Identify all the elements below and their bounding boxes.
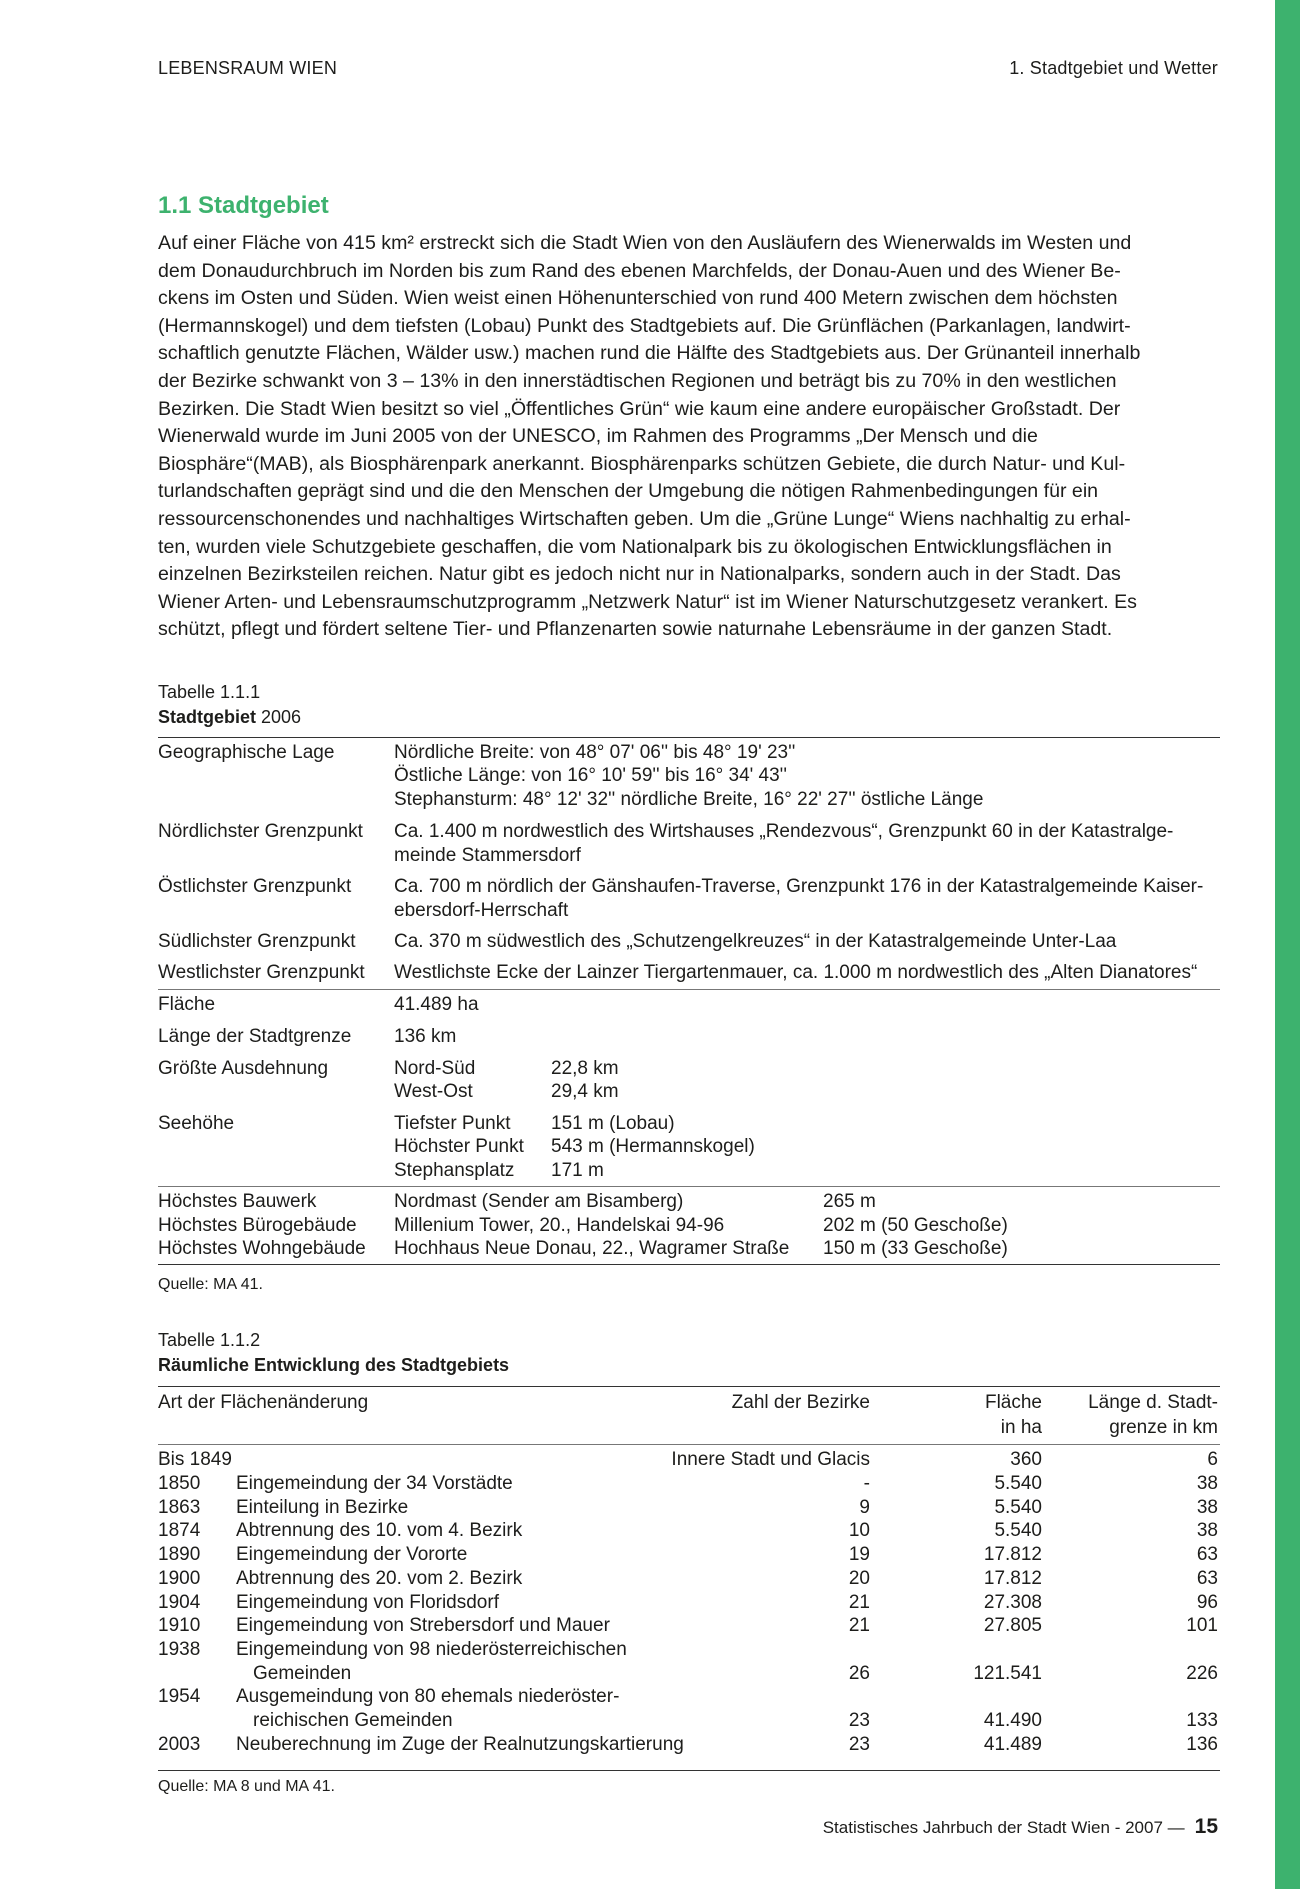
row-laenge: 63 — [1196, 1567, 1218, 1589]
row-flaeche: 5.540 — [994, 1496, 1042, 1518]
elevation-point: Stephansplatz — [394, 1160, 515, 1181]
elevation-value: 543 m (Hermannskogel) — [551, 1136, 755, 1157]
intro-line: einzelnen Bezirksteilen reichen. Natur gibt es jedoch nicht nur in Nationalparks, sondern auch in der Stadt. Das — [158, 563, 1121, 586]
row-description: Neuberechnung im Zuge der Realnutzungskartierung — [236, 1733, 684, 1755]
first-row-period: Bis 1849 — [158, 1449, 232, 1470]
col-header-flaeche: Fläche — [984, 1392, 1042, 1413]
tallest-building: Nordmast (Sender am Bisamberg) — [394, 1191, 684, 1212]
row-year: 1900 — [158, 1567, 201, 1589]
row-description-cont: reichischen Gemeinden — [253, 1710, 453, 1731]
footer-dash: — — [1167, 1818, 1185, 1837]
row-laenge: 38 — [1196, 1496, 1218, 1518]
border-length-value: 136 km — [394, 1026, 457, 1047]
table2-title-bold: Räumliche Entwicklung des Stadtgebiets — [158, 1355, 510, 1375]
table2-label: Tabelle 1.1.2 — [158, 1330, 261, 1350]
row-flaeche: 27.805 — [983, 1615, 1042, 1637]
geo-line: Nördliche Breite: von 48° 07' 06'' bis 48° 19' 23'' — [394, 742, 796, 763]
extent-direction: Nord-Süd — [394, 1058, 476, 1079]
east-line: ebersdorf-Herrschaft — [394, 900, 569, 921]
first-row-area-name: Innere Stadt und Glacis — [671, 1449, 870, 1470]
south-text: Ca. 370 m südwestlich des „Schutzengelkreuzes“ in der Katastralgemeinde Unter-Laa — [394, 931, 1117, 952]
table2-title — [158, 1354, 509, 1377]
row-year: 1874 — [158, 1520, 201, 1542]
row-bezirke: 19 — [848, 1544, 870, 1566]
intro-paragraph — [158, 230, 1218, 644]
row-flaeche: 41.490 — [983, 1710, 1042, 1731]
intro-line: schaftlich genutzte Flächen, Wälder usw.) machen rund die Hälfte des Stadtgebiets aus. Der Grünanteil innerhalb — [158, 342, 1141, 365]
row-bezirke: - — [863, 1473, 870, 1494]
col-header-bezirke: Zahl der Bezirke — [731, 1392, 870, 1413]
border-length-label: Länge der Stadtgrenze — [158, 1026, 352, 1047]
row-flaeche: 27.308 — [983, 1591, 1042, 1613]
table1-source: Quelle: MA 41. — [158, 1276, 263, 1293]
west-label: Westlichster Grenzpunkt — [158, 962, 365, 983]
area-value: 41.489 ha — [394, 994, 479, 1015]
east-label: Östlichster Grenzpunkt — [158, 876, 352, 897]
tallest-building: Millenium Tower, 20., Handelskai 94-96 — [394, 1215, 725, 1236]
table1-title-bold: Stadtgebiet — [158, 707, 257, 727]
row-laenge: 226 — [1186, 1662, 1218, 1684]
row-laenge: 136 — [1186, 1733, 1218, 1755]
row-description: Eingemeindung der 34 Vorstädte — [236, 1473, 513, 1494]
row-description: Eingemeindung von Strebersdorf und Mauer — [236, 1615, 610, 1637]
footer-title: Statistisches Jahrbuch der Stadt Wien - 2007 — [822, 1818, 1163, 1837]
intro-line: Bezirken. Die Stadt Wien besitzt so viel „Öffentliches Grün“ wie kaum eine andere europäischer Großstadt. Der — [158, 397, 1121, 420]
col-header-art: Art der Flächenänderung — [158, 1392, 369, 1413]
first-row-flaeche: 360 — [1010, 1449, 1042, 1470]
geo-label: Geographische Lage — [158, 742, 335, 763]
geo-line: Östliche Länge: von 16° 10' 59'' bis 16° 34' 43'' — [394, 765, 787, 786]
running-header-right: 1. Stadtgebiet und Wetter — [1009, 58, 1218, 78]
table1-title-year: 2006 — [256, 707, 302, 727]
row-year: 1863 — [158, 1496, 201, 1518]
tallest-building: Hochhaus Neue Donau, 22., Wagramer Straße — [394, 1238, 790, 1259]
row-bezirke: 21 — [848, 1615, 870, 1637]
row-bezirke: 10 — [848, 1520, 870, 1542]
row-bezirke: 23 — [848, 1733, 870, 1755]
tallest-category: Höchstes Bürogebäude — [158, 1215, 357, 1236]
east-line: Ca. 700 m nördlich der Gänshaufen-Traverse, Grenzpunkt 176 in der Katastralgemeinde Kaiser- — [394, 876, 1204, 897]
intro-line: ten, wurden viele Schutzgebiete geschaffen, die vom Nationalpark bis zu ökologischen Entwicklungsflächen in — [158, 535, 1112, 558]
running-header-left: LEBENSRAUM WIEN — [158, 58, 338, 78]
row-description: Eingemeindung von 98 niederösterreichischen — [236, 1638, 627, 1660]
page-footer — [823, 1815, 1218, 1839]
row-description: Ausgemeindung von 80 ehemals niederöster- — [236, 1686, 620, 1708]
col-header-laenge-unit: grenze in km — [1109, 1417, 1218, 1438]
south-label: Südlichster Grenzpunkt — [158, 931, 356, 952]
row-flaeche: 41.489 — [983, 1733, 1042, 1755]
area-label: Fläche — [158, 994, 216, 1015]
tallest-height: 150 m (33 Geschoße) — [823, 1238, 1008, 1259]
extent-value: 22,8 km — [551, 1058, 619, 1079]
extent-value: 29,4 km — [551, 1081, 619, 1102]
row-year: 1850 — [158, 1473, 201, 1494]
row-bezirke: 9 — [859, 1496, 870, 1518]
north-line: Ca. 1.400 m nordwestlich des Wirtshauses „Rendezvous“, Grenzpunkt 60 in der Katastralge- — [394, 821, 1174, 842]
row-year: 1954 — [158, 1686, 201, 1708]
table1-mid-rule — [158, 1186, 1220, 1187]
row-laenge: 96 — [1196, 1591, 1218, 1613]
row-year: 1890 — [158, 1544, 201, 1566]
elevation-point: Tiefster Punkt — [394, 1113, 511, 1134]
tallest-category: Höchstes Bauwerk — [158, 1191, 317, 1212]
intro-line: turlandschaften geprägt sind und die den Menschen der Umgebung die nötigen Rahmenbedingungen für ein — [158, 480, 1099, 503]
first-row-laenge: 6 — [1207, 1449, 1218, 1470]
row-flaeche: 121.541 — [973, 1662, 1042, 1684]
row-description: Abtrennung des 20. vom 2. Bezirk — [236, 1567, 523, 1589]
extent-direction: West-Ost — [394, 1081, 473, 1102]
elevation-label: Seehöhe — [158, 1113, 235, 1134]
table1-bottom-rule — [158, 1264, 1220, 1265]
row-flaeche: 5.540 — [994, 1520, 1042, 1542]
intro-line: ressourcenschonendes und nachhaltiges Wirtschaften geben. Um die „Grüne Lunge“ Wiens nachhaltig zu erhal- — [158, 507, 1131, 530]
elevation-point: Höchster Punkt — [394, 1136, 524, 1157]
intro-line: Auf einer Fläche von 415 km² erstreckt sich die Stadt Wien von den Ausläufern des Wienerwalds im Westen und — [158, 232, 1132, 254]
section-title: 1.1 Stadtgebiet — [158, 192, 329, 219]
row-year: 1904 — [158, 1591, 201, 1613]
intro-line: Biosphäre“(MAB), als Biosphärenpark anerkannt. Biosphärenparks schützen Gebiete, die durch Natur- und Kul- — [158, 452, 1126, 475]
table2-header-rule — [158, 1444, 1220, 1445]
intro-line: ckens im Osten und Süden. Wien weist einen Höhenunterschied von rund 400 Metern zwischen dem höchsten — [158, 287, 1118, 310]
north-label: Nördlichster Grenzpunkt — [158, 821, 363, 842]
tallest-height: 202 m (50 Geschoße) — [823, 1215, 1008, 1236]
intro-line: (Hermannskogel) und dem tiefsten (Lobau) Punkt des Stadtgebiets auf. Die Grünflächen (Parkanlagen, landwirt- — [158, 314, 1131, 337]
row-bezirke: 21 — [848, 1591, 870, 1613]
table2-source: Quelle: MA 8 und MA 41. — [158, 1778, 335, 1795]
elevation-value: 151 m (Lobau) — [551, 1113, 675, 1134]
table1-label: Tabelle 1.1.1 — [158, 682, 261, 702]
intro-line: Wiener Arten- und Lebensraumschutzprogramm „Netzwerk Natur“ ist im Wiener Naturschutzgesetz verankert. Es — [158, 590, 1137, 613]
row-flaeche: 5.540 — [994, 1473, 1042, 1494]
row-description: Abtrennung des 10. vom 4. Bezirk — [236, 1520, 523, 1542]
north-line: meinde Stammersdorf — [394, 845, 581, 866]
table1-title — [158, 706, 301, 729]
row-bezirke: 23 — [848, 1710, 870, 1731]
row-description: Eingemeindung der Vororte — [236, 1544, 468, 1566]
intro-line: der Bezirke schwankt von 3 – 13% in den innerstädtischen Regionen und beträgt bis zu 70% in den westlichen — [158, 369, 1117, 392]
elevation-value: 171 m — [551, 1160, 604, 1181]
table2-top-rule — [158, 1386, 1220, 1387]
green-margin-bar — [1275, 0, 1300, 1889]
row-description-cont: Gemeinden — [253, 1662, 352, 1684]
row-bezirke: 26 — [848, 1662, 870, 1684]
row-bezirke: 20 — [848, 1567, 870, 1589]
row-description: Einteilung in Bezirke — [236, 1496, 409, 1518]
row-laenge: 38 — [1196, 1520, 1218, 1542]
page-number: 15 — [1194, 1815, 1218, 1838]
table2-bottom-rule — [158, 1770, 1220, 1771]
west-text: Westlichste Ecke der Lainzer Tiergartenmauer, ca. 1.000 m nordwestlich des „Alten Dianatores“ — [394, 962, 1198, 983]
table1-mid-rule — [158, 989, 1220, 990]
intro-line: Wienerwald wurde im Juni 2005 von der UNESCO, im Rahmen des Programms „Der Mensch und die — [158, 425, 1038, 448]
row-year: 2003 — [158, 1733, 201, 1755]
extent-label: Größte Ausdehnung — [158, 1058, 329, 1079]
table1-top-rule — [158, 737, 1220, 738]
row-flaeche: 17.812 — [983, 1567, 1042, 1589]
intro-line: dem Donaudurchbruch im Norden bis zum Rand des ebenen Marchfelds, der Donau-Auen und des Wiener Be- — [158, 259, 1121, 282]
row-year: 1938 — [158, 1638, 201, 1660]
row-laenge: 63 — [1196, 1544, 1218, 1566]
col-header-flaeche-unit: in ha — [1000, 1417, 1042, 1438]
row-flaeche: 17.812 — [983, 1544, 1042, 1566]
row-laenge: 38 — [1196, 1473, 1218, 1494]
col-header-laenge: Länge d. Stadt- — [1088, 1392, 1218, 1413]
tallest-category: Höchstes Wohngebäude — [158, 1238, 366, 1259]
row-description: Eingemeindung von Floridsdorf — [236, 1591, 499, 1613]
row-laenge: 101 — [1186, 1615, 1218, 1637]
tallest-height: 265 m — [823, 1191, 876, 1212]
row-year: 1910 — [158, 1615, 201, 1637]
intro-line: schützt, pflegt und fördert seltene Tier- und Pflanzenarten sowie naturnahe Lebensräume in der ganzen Stadt. — [158, 618, 1113, 641]
geo-line: Stephansturm: 48° 12' 32'' nördliche Breite, 16° 22' 27'' östliche Länge — [394, 789, 984, 810]
row-laenge: 133 — [1186, 1710, 1218, 1731]
